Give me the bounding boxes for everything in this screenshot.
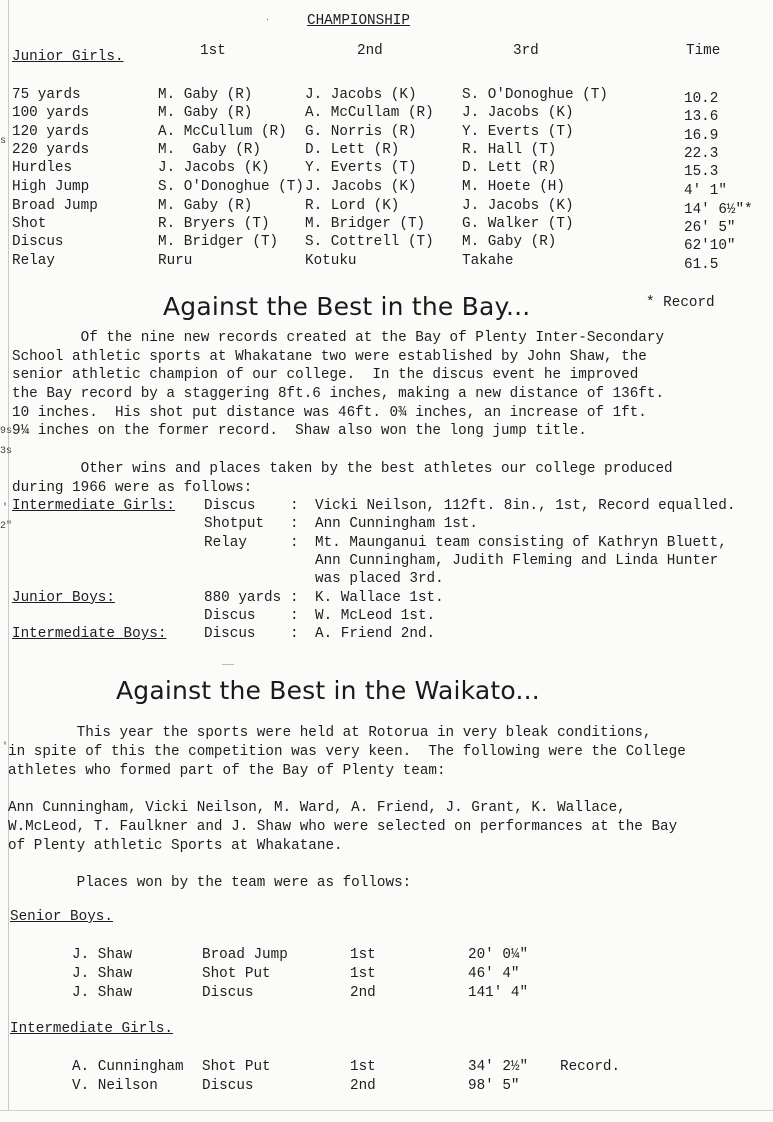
second-place-cell: D. Lett (R) xyxy=(305,142,400,158)
first-place-cell: J. Jacobs (K) xyxy=(158,160,270,176)
result-text: was placed 3rd. xyxy=(315,571,444,588)
result-event: 880 yards xyxy=(204,589,282,606)
second-place-cell: G. Norris (R) xyxy=(305,124,417,140)
result-event: Discus xyxy=(204,498,256,514)
text-line: 9¼ inches on the former record. Shaw also won the long jump title. xyxy=(12,423,587,440)
margin-mark: 3s xyxy=(0,446,13,457)
second-place-cell: S. Cottrell (T) xyxy=(305,234,434,250)
first-place-cell: R. Bryers (T) xyxy=(158,216,270,232)
championship-title: CHAMPIONSHIP xyxy=(307,13,410,29)
athlete-name: J. Shaw xyxy=(72,984,133,1001)
text-line: School athletic sports at Whakatane two were established by John Shaw, the xyxy=(12,348,647,365)
text-line: Of the nine new records created at the Bay of Plenty Inter-Secondary xyxy=(12,330,665,346)
col-second: 2nd xyxy=(357,43,383,59)
separator: : xyxy=(290,516,299,533)
text-line: of Plenty athletic Sports at Whakatane. xyxy=(8,837,343,854)
result-text: A. Friend 2nd. xyxy=(315,626,436,643)
third-place-cell: S. O'Donoghue (T) xyxy=(462,87,608,103)
mark: 98' 5" xyxy=(468,1077,520,1094)
third-place-cell: Takahe xyxy=(462,253,514,269)
col-third: 3rd xyxy=(513,43,539,59)
time-cell: 13.6 xyxy=(684,109,719,125)
margin-mark: ' xyxy=(2,503,9,514)
speck: . xyxy=(265,14,270,23)
athlete-name: J. Shaw xyxy=(72,947,133,963)
first-place-cell: M. Gaby (R) xyxy=(158,87,253,103)
separator: : xyxy=(290,607,299,624)
mark: 46' 4" xyxy=(468,965,520,982)
event-cell: Broad Jump xyxy=(12,198,98,214)
result-text: Ann Cunningham 1st. xyxy=(315,516,479,533)
first-place-cell: M. Gaby (R) xyxy=(158,142,261,158)
result-text: Vicki Neilson, 112ft. 8in., 1st, Record equalled. xyxy=(315,498,736,514)
text-line: the Bay record by a staggering 8ft.6 inches, making a new distance of 136ft. xyxy=(12,386,665,403)
group-label: Intermediate Girls: xyxy=(12,498,176,514)
second-place-cell: Y. Everts (T) xyxy=(305,160,417,176)
waikato-athletes xyxy=(8,799,768,855)
text-line: W.McLeod, T. Faulkner and J. Shaw who were selected on performances at the Bay xyxy=(8,818,678,835)
divider xyxy=(222,664,234,665)
event-cell: Shot xyxy=(12,216,47,232)
first-place-cell: S. O'Donoghue (T) xyxy=(158,179,304,195)
col-time: Time xyxy=(686,43,721,59)
first-place-cell: M. Bridger (T) xyxy=(158,234,279,250)
athlete-name: A. Cunningham xyxy=(72,1059,184,1075)
result-text: W. McLeod 1st. xyxy=(315,607,436,624)
bottom-page-edge xyxy=(0,1110,773,1111)
text-line: athletes who formed part of the Bay of Plenty team: xyxy=(8,762,446,779)
place: 1st xyxy=(350,1059,376,1075)
result-text: Ann Cunningham, Judith Fleming and Linda Hunter xyxy=(315,552,719,569)
margin-mark: s xyxy=(0,136,7,147)
second-place-cell: J. Jacobs (K) xyxy=(305,87,417,103)
text-line: 10 inches. His shot put distance was 46ft. 0¾ inches, an increase of 1ft. xyxy=(12,404,647,421)
time-cell: 15.3 xyxy=(684,164,719,180)
event-cell: 220 yards xyxy=(12,142,90,158)
event-name: Discus xyxy=(202,1077,254,1094)
text-line: This year the sports were held at Rotorua in very bleak conditions, xyxy=(8,725,652,741)
first-place-cell: M. Gaby (R) xyxy=(158,198,253,214)
first-place-cell: A. McCullum (R) xyxy=(158,124,287,140)
margin-mark: 2" xyxy=(0,521,13,532)
result-event: Discus xyxy=(204,607,256,624)
category-label: Junior Girls. xyxy=(12,49,124,65)
time-cell: 10.2 xyxy=(684,91,719,107)
bay-intro xyxy=(12,460,772,497)
text-line: in spite of this the competition was very keen. The following were the College xyxy=(8,743,686,760)
place: 1st xyxy=(350,947,376,963)
time-cell: 4' 1" xyxy=(684,183,727,199)
mark: 141' 4" xyxy=(468,984,529,1001)
bay-heading: Against the Best in the Bay... xyxy=(163,292,531,321)
left-page-edge xyxy=(8,0,9,1110)
separator: : xyxy=(290,589,299,606)
places-intro: Places won by the team were as follows: xyxy=(8,875,412,891)
waikato-paragraph xyxy=(8,724,768,780)
event-cell: 120 yards xyxy=(12,124,90,140)
col-first: 1st xyxy=(200,43,226,59)
result-text: Mt. Maunganui team consisting of Kathryn Bluett, xyxy=(315,534,727,551)
result-text: K. Wallace 1st. xyxy=(315,589,444,606)
third-place-cell: D. Lett (R) xyxy=(462,160,557,176)
time-cell: 22.3 xyxy=(684,146,719,162)
group-label: Intermediate Boys: xyxy=(12,626,167,643)
senior-boys-label: Senior Boys. xyxy=(10,909,113,925)
mark: 20' 0¼" xyxy=(468,947,529,963)
third-place-cell: M. Hoete (H) xyxy=(462,179,565,195)
margin-mark: 9s xyxy=(0,426,13,437)
text-line: Other wins and places taken by the best athletes our college produced xyxy=(12,461,673,477)
first-place-cell: Ruru xyxy=(158,253,193,269)
group-label: Junior Boys: xyxy=(12,589,115,606)
event-cell: Discus xyxy=(12,234,64,250)
separator: : xyxy=(290,534,299,551)
margin-mark: ' xyxy=(2,742,9,753)
bay-paragraph xyxy=(12,329,772,441)
second-place-cell: R. Lord (K) xyxy=(305,198,400,214)
second-place-cell: M. Bridger (T) xyxy=(305,216,426,232)
first-place-cell: M. Gaby (R) xyxy=(158,105,253,121)
event-cell: Relay xyxy=(12,253,55,269)
result-event: Discus xyxy=(204,626,256,643)
text-line: senior athletic champion of our college. In the discus event he improved xyxy=(12,367,639,384)
third-place-cell: J. Jacobs (K) xyxy=(462,198,574,214)
waikato-heading: Against the Best in the Waikato... xyxy=(116,676,540,705)
place: 1st xyxy=(350,965,376,982)
time-cell: 62'10" xyxy=(684,238,736,254)
event-cell: 100 yards xyxy=(12,105,90,121)
third-place-cell: G. Walker (T) xyxy=(462,216,574,232)
time-cell: 14' 6½"* xyxy=(684,202,753,218)
event-name: Discus xyxy=(202,984,254,1001)
second-place-cell: Kotuku xyxy=(305,253,357,269)
text-line: during 1966 were as follows: xyxy=(12,479,253,496)
third-place-cell: R. Hall (T) xyxy=(462,142,557,158)
third-place-cell: M. Gaby (R) xyxy=(462,234,557,250)
note: Record. xyxy=(560,1059,621,1075)
result-event: Relay xyxy=(204,534,247,551)
event-name: Shot Put xyxy=(202,1059,271,1075)
place: 2nd xyxy=(350,1077,376,1094)
event-cell: Hurdles xyxy=(12,160,73,176)
time-cell: 26' 5" xyxy=(684,220,736,236)
record-footnote: * Record xyxy=(646,295,715,311)
time-cell: 61.5 xyxy=(684,257,719,273)
separator: : xyxy=(290,626,299,643)
second-place-cell: A. McCullam (R) xyxy=(305,105,434,121)
place: 2nd xyxy=(350,984,376,1001)
intermediate-girls-label: Intermediate Girls. xyxy=(10,1021,174,1037)
event-cell: 75 yards xyxy=(12,87,81,103)
second-place-cell: J. Jacobs (K) xyxy=(305,179,417,195)
event-name: Broad Jump xyxy=(202,947,288,963)
event-name: Shot Put xyxy=(202,965,271,982)
athlete-name: J. Shaw xyxy=(72,965,133,982)
third-place-cell: Y. Everts (T) xyxy=(462,124,574,140)
text-line: Ann Cunningham, Vicki Neilson, M. Ward, A. Friend, J. Grant, K. Wallace, xyxy=(8,800,626,816)
athlete-name: V. Neilson xyxy=(72,1077,158,1094)
separator: : xyxy=(290,498,299,514)
mark: 34' 2½" xyxy=(468,1059,529,1075)
result-event: Shotput xyxy=(204,516,265,533)
time-cell: 16.9 xyxy=(684,128,719,144)
third-place-cell: J. Jacobs (K) xyxy=(462,105,574,121)
event-cell: High Jump xyxy=(12,179,90,195)
